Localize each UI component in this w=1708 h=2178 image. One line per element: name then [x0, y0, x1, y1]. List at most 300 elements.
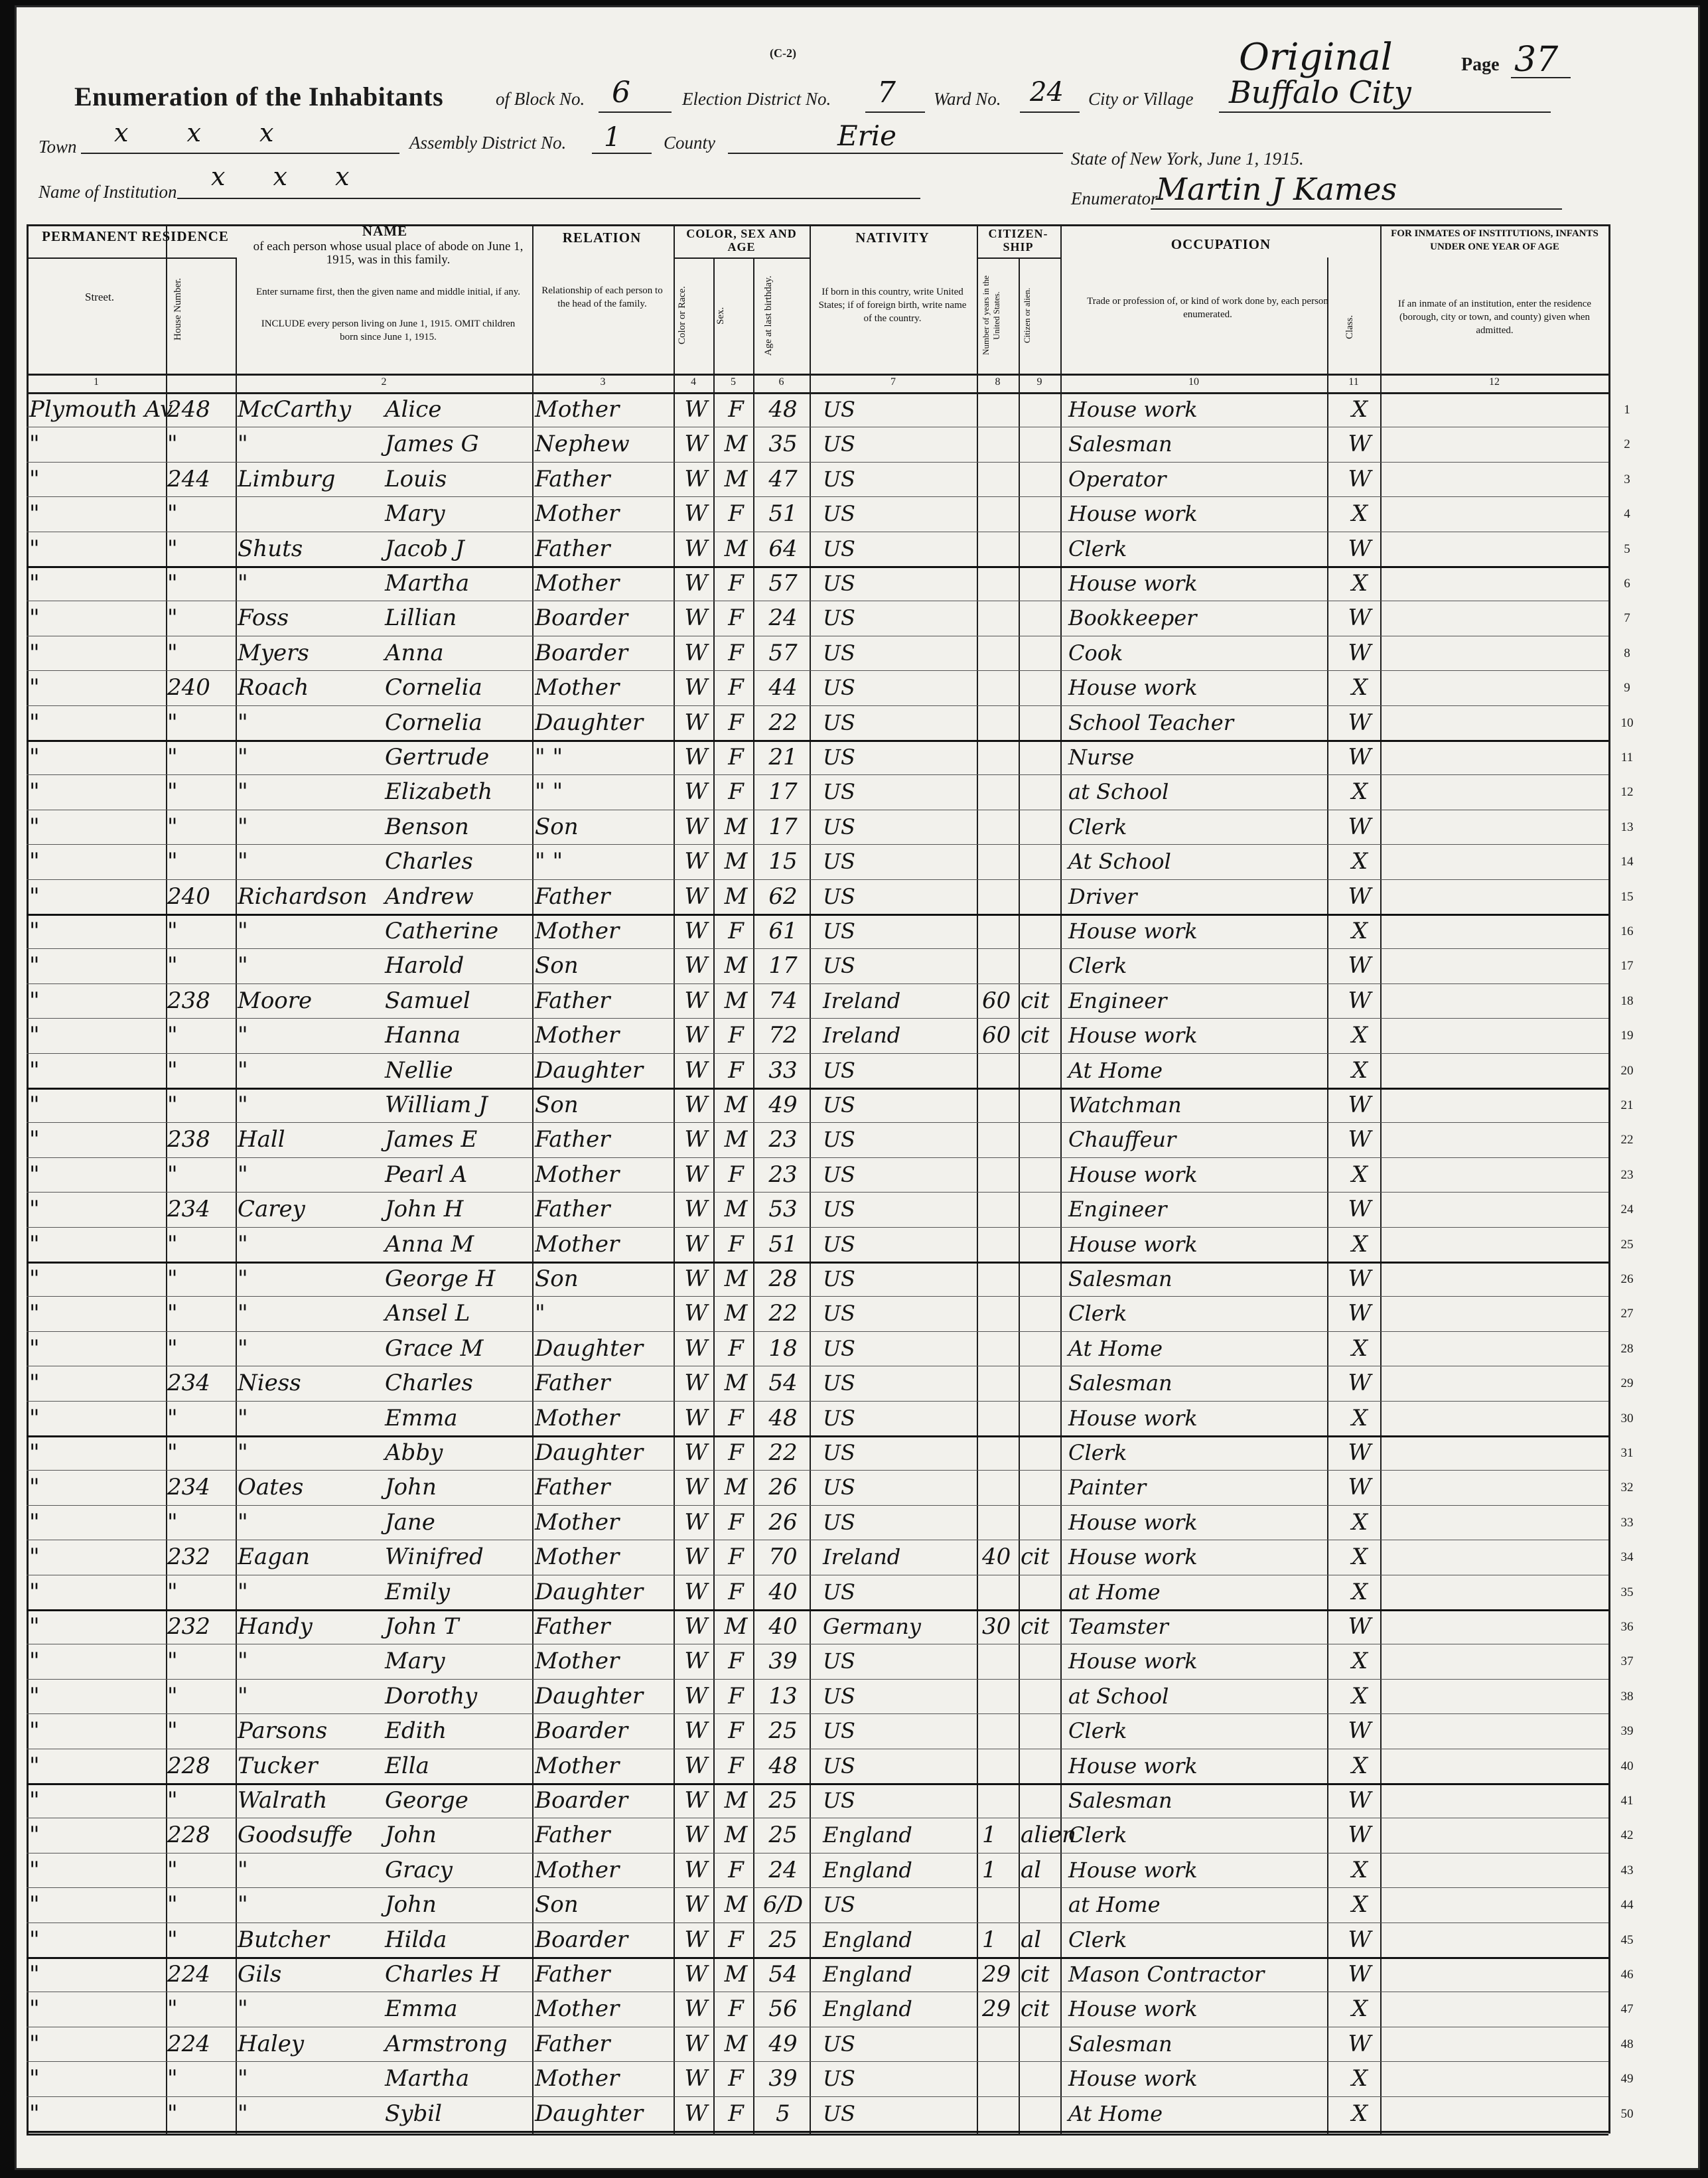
given-name-cell: Anna M — [385, 1230, 474, 1258]
nativity-cell: US — [823, 1335, 855, 1361]
relation-cell: Daughter — [535, 1439, 644, 1466]
occupation-cell: Driver — [1068, 883, 1137, 909]
given-name-cell: Pearl A — [385, 1161, 468, 1188]
sex-header: Sex. — [715, 307, 726, 325]
line-number: 38 — [1620, 1689, 1634, 1704]
age-cell: 47 — [768, 465, 798, 492]
relation-cell: Father — [535, 1370, 610, 1397]
house-number-cell: 232 — [167, 1613, 210, 1640]
relation-cell: Mother — [535, 1161, 620, 1188]
table-row — [27, 914, 1608, 948]
color-cell: W — [684, 1370, 708, 1397]
house-number-cell: 234 — [167, 1196, 210, 1223]
occupation-cell: Salesman — [1068, 431, 1173, 457]
surname-cell: " — [238, 918, 248, 944]
column-number: 9 — [1036, 376, 1042, 388]
sex-cell: M — [724, 1822, 748, 1849]
page-label: Page — [1461, 54, 1500, 75]
street-cell: " — [29, 2065, 40, 2092]
class-cell: X — [1351, 2065, 1368, 2092]
color-cell: W — [684, 1682, 708, 1709]
surname-cell: Haley — [238, 2030, 305, 2057]
sex-cell: F — [728, 1056, 744, 1084]
color-race-header: Color or Race. — [677, 286, 687, 345]
occupation-cell: Chauffeur — [1068, 1127, 1176, 1153]
sex-cell: M — [724, 1126, 748, 1153]
nativity-cell: US — [823, 1579, 855, 1605]
street-cell: " — [29, 952, 40, 980]
row-rule — [27, 2131, 1608, 2133]
citizen-cell: alien — [1021, 1822, 1077, 1849]
surname-cell: Oates — [238, 1474, 304, 1501]
house-number-cell: " — [167, 1230, 178, 1258]
given-name-cell: Elizabeth — [385, 778, 493, 806]
age-cell: 51 — [768, 500, 798, 528]
table-row — [27, 1575, 1608, 1609]
given-name-cell: Mary — [385, 500, 445, 528]
occupation-cell: House work — [1068, 2066, 1198, 2092]
class-cell: X — [1351, 1335, 1368, 1362]
table-row — [27, 1088, 1608, 1122]
given-name-cell: Jane — [385, 1508, 435, 1536]
street-header: Street. — [85, 291, 114, 303]
table-row — [27, 2027, 1608, 2061]
age-cell: 23 — [768, 1126, 798, 1153]
color-cell: W — [684, 1404, 708, 1431]
street-cell: " — [29, 1544, 40, 1571]
color-cell: W — [684, 1752, 708, 1779]
column-rule — [1608, 224, 1610, 2134]
table-row — [27, 1331, 1608, 1365]
column-number: 10 — [1188, 376, 1199, 388]
street-cell: " — [29, 1613, 40, 1640]
age-cell: 40 — [768, 1578, 798, 1605]
street-cell: " — [29, 674, 40, 701]
enumerator-line — [1151, 208, 1562, 210]
sex-cell: F — [728, 744, 744, 770]
house-number-cell: 232 — [167, 1544, 210, 1571]
surname-cell: " — [238, 1092, 248, 1118]
occupation-cell: Watchman — [1068, 1092, 1182, 1118]
age-cell: 74 — [768, 987, 798, 1014]
surname-cell: " — [238, 1648, 248, 1675]
street-cell: " — [29, 500, 40, 528]
street-cell: " — [29, 1717, 40, 1745]
line-number: 12 — [1620, 785, 1634, 800]
house-number-cell: " — [167, 639, 178, 666]
class-cell: W — [1348, 883, 1372, 910]
class-cell: W — [1348, 709, 1372, 736]
surname-cell: Parsons — [238, 1717, 328, 1745]
color-cell: W — [684, 952, 708, 980]
occupation-cell: Salesman — [1068, 1266, 1173, 1291]
table-row — [27, 601, 1608, 634]
nativity-cell: US — [823, 883, 855, 909]
relation-cell: Mother — [535, 1508, 620, 1536]
surname-cell: " — [238, 952, 248, 980]
color-cell: W — [684, 1092, 708, 1118]
sex-cell: F — [728, 1230, 744, 1258]
age-cell: 25 — [768, 1926, 798, 1953]
age-cell: 17 — [768, 813, 798, 840]
house-number-cell: 228 — [167, 1752, 210, 1779]
line-number: 25 — [1620, 1237, 1634, 1252]
ward-label: Ward No. — [934, 89, 1001, 109]
nativity-cell: US — [823, 675, 855, 701]
nativity-cell: US — [823, 709, 855, 735]
class-cell: W — [1348, 1822, 1372, 1849]
street-cell: " — [29, 744, 40, 770]
relation-cell: Father — [535, 465, 610, 492]
age-cell: 48 — [768, 396, 798, 423]
table-row — [27, 1227, 1608, 1261]
age-cell: 53 — [768, 1196, 798, 1223]
table-row — [27, 948, 1608, 982]
house-number-cell: 224 — [167, 2030, 210, 2057]
table-row — [27, 1818, 1608, 1851]
occupation-cell: House work — [1068, 1023, 1198, 1049]
sex-cell: F — [728, 674, 744, 701]
relation-cell: Father — [535, 1961, 610, 1988]
street-cell: " — [29, 1092, 40, 1118]
given-name-cell: Jacob J — [385, 535, 464, 562]
age-cell: 62 — [768, 883, 798, 910]
color-cell: W — [684, 1648, 708, 1675]
table-row — [27, 774, 1608, 808]
house-number-cell: " — [167, 431, 178, 458]
relation-cell: Mother — [535, 500, 620, 528]
sex-cell: F — [728, 1752, 744, 1779]
given-name-cell: John H — [385, 1196, 464, 1223]
house-number-cell: 224 — [167, 1961, 210, 1988]
house-number-cell: 248 — [167, 396, 210, 423]
years-cell: 40 — [982, 1544, 1011, 1571]
age-cell: 17 — [768, 778, 798, 806]
assembly-line — [592, 153, 652, 154]
class-cell: X — [1351, 848, 1368, 875]
house-number-cell: " — [167, 709, 178, 736]
occupation-cell: at Home — [1068, 1579, 1161, 1605]
surname-cell: Foss — [238, 605, 289, 632]
given-name-cell: Hilda — [385, 1926, 447, 1953]
nativity-cell: US — [823, 2066, 855, 2092]
sex-cell: F — [728, 1856, 744, 1883]
nativity-cell: US — [823, 501, 855, 527]
class-cell: X — [1351, 1404, 1368, 1431]
inmates-header: FOR INMATES OF INSTITUTIONS, INFANTS UNDER ONE YEAR OF AGE — [1391, 228, 1599, 252]
line-number: 31 — [1620, 1446, 1634, 1460]
line-number: 37 — [1620, 1654, 1634, 1669]
class-cell: X — [1351, 1996, 1368, 2023]
street-cell: " — [29, 1856, 40, 1883]
occupation-cell: Teamster — [1068, 1614, 1169, 1639]
age-cell: 44 — [768, 674, 798, 701]
surname-cell: Walrath — [238, 1787, 328, 1814]
occupation-cell: Mason Contractor — [1068, 1962, 1265, 1987]
relation-cell: Father — [535, 987, 610, 1014]
class-cell: W — [1348, 1474, 1372, 1501]
block-value: 6 — [612, 76, 630, 109]
line-number: 14 — [1620, 855, 1634, 869]
sex-cell: F — [728, 1926, 744, 1953]
surname-cell: " — [238, 778, 248, 806]
occupation-cell: House work — [1068, 397, 1198, 422]
house-number-cell: " — [167, 1787, 178, 1814]
color-cell: W — [684, 1996, 708, 2023]
table-row — [27, 532, 1608, 565]
header-rule — [27, 374, 1608, 376]
table-row — [27, 1018, 1608, 1052]
sex-cell: F — [728, 2065, 744, 2092]
class-cell: W — [1348, 465, 1372, 492]
table-row — [27, 2096, 1608, 2130]
nativity-cell: US — [823, 745, 855, 770]
years-cell: 60 — [982, 1022, 1011, 1049]
form-code: (C-2) — [770, 46, 796, 60]
relation-cell: Boarder — [535, 1787, 628, 1814]
color-cell: W — [684, 848, 708, 875]
color-cell: W — [684, 1891, 708, 1919]
occupation-cell: Clerk — [1068, 1718, 1127, 1744]
table-row — [27, 1296, 1608, 1330]
given-name-cell: George — [385, 1787, 468, 1814]
name-header: NAME — [362, 223, 408, 239]
occupation-cell: House work — [1068, 675, 1198, 701]
street-cell: " — [29, 918, 40, 944]
city-label: City or Village — [1088, 89, 1194, 109]
line-number: 24 — [1620, 1202, 1634, 1217]
page-line — [1511, 77, 1571, 78]
sex-cell: F — [728, 778, 744, 806]
nativity-cell: US — [823, 431, 855, 457]
house-number-cell: " — [167, 1161, 178, 1188]
sex-cell: M — [724, 1196, 748, 1223]
surname-cell: Roach — [238, 674, 309, 701]
relation-cell: Mother — [535, 918, 620, 944]
house-number-cell: 238 — [167, 987, 210, 1014]
relation-cell: Son — [535, 1891, 579, 1919]
citizen-cell: al — [1021, 1856, 1042, 1883]
sex-cell: F — [728, 1022, 744, 1049]
given-name-cell: Catherine — [385, 918, 499, 944]
class-cell: W — [1348, 1126, 1372, 1153]
street-cell: " — [29, 848, 40, 875]
name-desc-3: INCLUDE every person living on June 1, 1915. OMIT children born since June 1, 1915. — [261, 319, 516, 342]
color-cell: W — [684, 1439, 708, 1466]
age-cell: 22 — [768, 709, 798, 736]
age-cell: 22 — [768, 1439, 798, 1466]
age-cell: 28 — [768, 1266, 798, 1292]
class-cell: X — [1351, 1752, 1368, 1779]
relation-cell: Father — [535, 535, 610, 562]
class-cell: W — [1348, 1300, 1372, 1327]
surname-cell: Shuts — [238, 535, 303, 562]
house-number-cell: " — [167, 1335, 178, 1362]
street-cell: " — [29, 605, 40, 632]
age-cell: 51 — [768, 1230, 798, 1258]
class-cell: X — [1351, 1891, 1368, 1919]
surname-cell: " — [238, 1335, 248, 1362]
column-number: 6 — [778, 376, 784, 388]
surname-cell: Richardson — [238, 883, 368, 910]
table-row — [27, 1853, 1608, 1887]
table-row — [27, 636, 1608, 670]
line-number: 47 — [1620, 2002, 1634, 2017]
street-cell: " — [29, 1439, 40, 1466]
class-cell: W — [1348, 605, 1372, 632]
class-cell: W — [1348, 987, 1372, 1014]
surname-cell: " — [238, 431, 248, 458]
sex-cell: M — [724, 1092, 748, 1118]
sex-cell: F — [728, 1648, 744, 1675]
nativity-cell: US — [823, 1197, 855, 1222]
relation-cell: Boarder — [535, 639, 628, 666]
occupation-cell: Cook — [1068, 640, 1123, 666]
street-cell: " — [29, 1266, 40, 1292]
relation-cell: Mother — [535, 1230, 620, 1258]
relation-cell: Father — [535, 1474, 610, 1501]
table-row — [27, 462, 1608, 496]
line-number: 35 — [1620, 1585, 1634, 1599]
street-cell: " — [29, 1578, 40, 1605]
surname-cell: " — [238, 1266, 248, 1292]
nativity-cell: US — [823, 1475, 855, 1500]
line-number: 30 — [1620, 1411, 1634, 1425]
table-row — [27, 427, 1608, 461]
election-value: 7 — [877, 76, 896, 109]
surname-cell: " — [238, 1682, 248, 1709]
line-number: 41 — [1620, 1794, 1634, 1808]
house-number-cell: 238 — [167, 1126, 210, 1153]
street-cell: " — [29, 1752, 40, 1779]
enumerator-value: Martin J Kames — [1156, 171, 1397, 207]
house-number-cell: " — [167, 1648, 178, 1675]
color-cell: W — [684, 1266, 708, 1292]
citizen-alien-header: Citizen or alien. — [1022, 287, 1032, 344]
street-cell: " — [29, 987, 40, 1014]
given-name-cell: John T — [385, 1613, 459, 1640]
nativity-cell: US — [823, 1683, 855, 1709]
enumerator-label: Enumerator — [1071, 188, 1158, 208]
house-number-cell: " — [167, 570, 178, 597]
given-name-cell: John — [385, 1891, 437, 1919]
given-name-cell: John — [385, 1474, 437, 1501]
age-cell: 64 — [768, 535, 798, 562]
surname-cell: " — [238, 2100, 248, 2127]
class-cell: W — [1348, 1613, 1372, 1640]
line-number: 34 — [1620, 1550, 1634, 1565]
relation-cell: Mother — [535, 570, 620, 597]
class-cell: X — [1351, 1648, 1368, 1675]
house-number-cell: " — [167, 500, 178, 528]
surname-cell: Limburg — [238, 465, 336, 492]
house-number-cell: " — [167, 918, 178, 944]
street-cell: Plymouth Av — [29, 396, 173, 423]
county-line — [728, 153, 1063, 154]
nativity-cell: England — [823, 1962, 912, 1987]
table-row — [27, 1401, 1608, 1435]
age-cell: 49 — [768, 2030, 798, 2057]
house-number-cell: 228 — [167, 1822, 210, 1849]
color-cell: W — [684, 1822, 708, 1849]
class-cell: W — [1348, 744, 1372, 770]
given-name-cell: Armstrong — [385, 2030, 508, 2057]
class-header: Class. — [1344, 315, 1355, 340]
street-cell: " — [29, 431, 40, 458]
relation-desc: Relationship of each person to the head of the family. — [541, 285, 663, 309]
color-cell: W — [684, 1126, 708, 1153]
given-name-cell: William J — [385, 1092, 488, 1118]
color-sex-age-header: COLOR, SEX AND AGE — [686, 227, 797, 254]
table-row — [27, 1923, 1608, 1956]
occupation-cell: House work — [1068, 1405, 1198, 1431]
color-cell: W — [684, 2030, 708, 2057]
street-cell: " — [29, 2100, 40, 2127]
relation-cell: " " — [535, 778, 563, 806]
years-in-us-header: Number of years in the United States. — [981, 275, 1001, 356]
nativity-cell: US — [823, 849, 855, 875]
age-cell: 61 — [768, 918, 798, 944]
age-cell: 18 — [768, 1335, 798, 1362]
table-row — [27, 1192, 1608, 1226]
nativity-cell: US — [823, 918, 855, 944]
age-cell: 22 — [768, 1300, 798, 1327]
years-cell: 60 — [982, 987, 1011, 1014]
street-cell: " — [29, 1891, 40, 1919]
given-name-cell: Mary — [385, 1648, 445, 1675]
nativity-cell: US — [823, 1788, 855, 1813]
house-number-cell: " — [167, 952, 178, 980]
years-cell: 1 — [982, 1856, 997, 1883]
house-number-cell: " — [167, 1996, 178, 2023]
nativity-cell: Ireland — [823, 1544, 901, 1570]
occupation-cell: House work — [1068, 1648, 1198, 1674]
street-cell: " — [29, 1996, 40, 2023]
given-name-cell: Louis — [385, 465, 447, 492]
age-cell: 26 — [768, 1474, 798, 1501]
table-row — [27, 1435, 1608, 1469]
class-cell: X — [1351, 1856, 1368, 1883]
house-number-cell: " — [167, 848, 178, 875]
table-row — [27, 1713, 1608, 1747]
county-value: Erie — [837, 119, 897, 152]
line-number: 11 — [1620, 751, 1634, 764]
institution-label: Name of Institution — [38, 182, 177, 202]
street-cell: " — [29, 709, 40, 736]
nativity-cell: US — [823, 779, 855, 805]
class-cell: W — [1348, 1092, 1372, 1118]
house-number-cell: 234 — [167, 1474, 210, 1501]
surname-cell: " — [238, 1161, 248, 1188]
given-name-cell: Emma — [385, 1404, 458, 1431]
nativity-cell: England — [823, 1857, 912, 1883]
line-number: 27 — [1620, 1307, 1634, 1321]
color-cell: W — [684, 1717, 708, 1745]
line-number: 2 — [1624, 437, 1630, 452]
table-row — [27, 983, 1608, 1017]
street-cell: " — [29, 1508, 40, 1536]
page-number: 37 — [1514, 40, 1559, 80]
relation-cell: " — [535, 1300, 545, 1327]
class-cell: X — [1351, 778, 1368, 806]
age-cell: 33 — [768, 1056, 798, 1084]
occupation-cell: Clerk — [1068, 953, 1127, 979]
column-number: 4 — [691, 376, 696, 388]
line-number: 1 — [1624, 403, 1630, 417]
line-number: 9 — [1624, 681, 1630, 695]
sex-cell: M — [724, 1891, 748, 1919]
line-number: 43 — [1620, 1863, 1634, 1877]
